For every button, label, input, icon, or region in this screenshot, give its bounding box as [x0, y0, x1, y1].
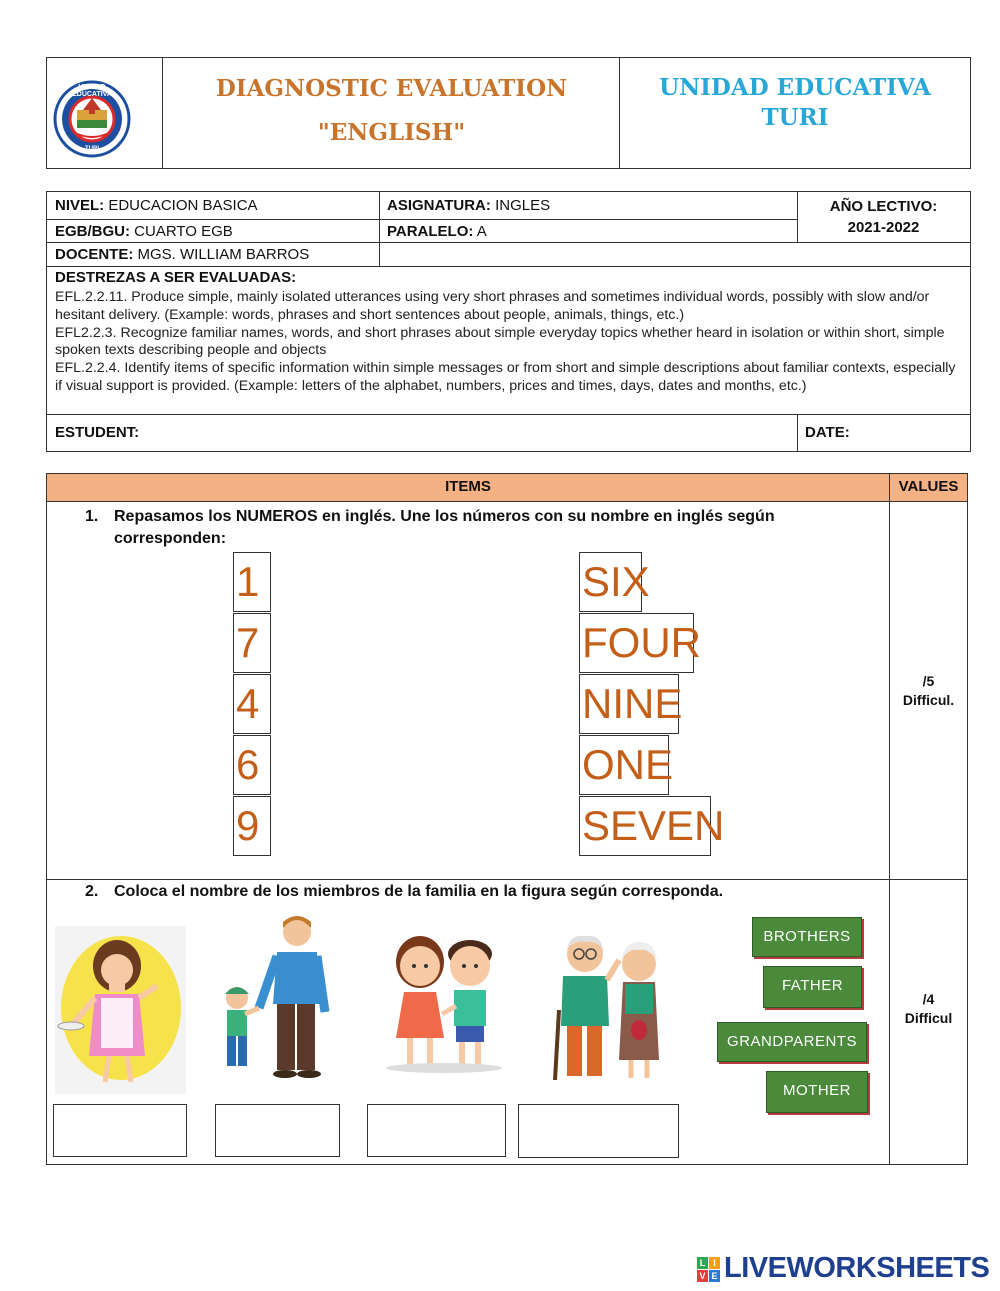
title-cell: [163, 58, 620, 168]
paralelo-field: [387, 223, 487, 240]
destrezas-label: DESTREZAS A SER EVALUADAS:: [55, 269, 297, 286]
values-column-header: VALUES: [898, 478, 959, 495]
word-card[interactable]: SIX: [579, 552, 642, 612]
q2-number: 2.: [85, 883, 99, 900]
egb-value: CUARTO EGB: [134, 223, 233, 240]
answer-box-brothers[interactable]: [367, 1104, 506, 1157]
number-card[interactable]: 4: [233, 674, 271, 734]
docente-value: MGS. WILLIAM BARROS: [137, 246, 310, 263]
q1-value: [890, 672, 967, 710]
q1-text: Repasamos los NUMEROS en inglés. Une los números con su nombre en inglés según corresponden:: [114, 508, 775, 547]
number-card[interactable]: 7: [233, 613, 271, 673]
logo-ring-top-text: UNIDAD EDUCATIVA: [72, 84, 112, 98]
nivel-field: [55, 197, 258, 214]
nivel-value: EDUCACION BASICA: [108, 197, 258, 214]
word-card[interactable]: ONE: [579, 735, 669, 795]
docente-field: [55, 246, 309, 263]
egb-label: EGB/BGU:: [55, 223, 130, 240]
q2-score: /4: [922, 991, 935, 1007]
liveworksheets-brand: LIVEWORKSHEETS: [724, 1252, 990, 1284]
number-card[interactable]: 1: [233, 552, 271, 612]
asignatura-value: INGLES: [495, 197, 551, 214]
q1-number: 1.: [85, 508, 99, 525]
school-name-line2: TURI: [761, 104, 829, 131]
label-grandparents-button[interactable]: GRANDPARENTS: [717, 1022, 867, 1062]
skill-item: EFL.2.2.11. Produce simple, mainly isolated utterances using very short phrases and sometimes individual words, possibly with slow and/or hesitant delivery. (Example: words, phrases and short sentences about people, animals, things, etc.): [55, 289, 930, 323]
skill-item: EFL2.2.3. Recognize familiar names, words, and short phrases about simple everyday topics whether heard in isolation or within short, simple spoken texts describing people and objects: [55, 324, 945, 359]
q1-score: /5: [922, 673, 935, 689]
asignatura-field: [387, 197, 550, 214]
q2-value: [890, 990, 967, 1028]
anio-value: 2021-2022: [847, 219, 920, 236]
q2-text: Coloca el nombre de los miembros de la familia en la figura según corresponda.: [114, 883, 724, 900]
school-name-line1: UNIDAD EDUCATIVA: [659, 74, 931, 101]
docente-label: DOCENTE:: [55, 246, 134, 263]
answer-box-father[interactable]: [215, 1104, 340, 1157]
skills-list: [55, 289, 960, 396]
student-label: ESTUDENT:: [55, 424, 140, 441]
label-mother-button[interactable]: MOTHER: [766, 1071, 868, 1113]
anio-label: AÑO LECTIVO:: [829, 198, 938, 215]
label-brothers-button[interactable]: BROTHERS: [752, 917, 862, 957]
answer-box-mother[interactable]: [53, 1104, 187, 1157]
brothers-image: [380, 934, 510, 1074]
title-diagnostic: DIAGNOSTIC EVALUATION: [215, 75, 568, 102]
paralelo-label: PARALELO:: [387, 223, 474, 240]
liveworksheets-logo-icon: L I V E: [697, 1255, 721, 1285]
egb-field: [55, 223, 233, 240]
number-card[interactable]: 9: [233, 796, 271, 856]
school-cell: [620, 58, 970, 168]
items-table: [46, 473, 968, 1165]
info-table: [46, 191, 971, 452]
header-table: [46, 57, 971, 169]
word-card[interactable]: SEVEN: [579, 796, 711, 856]
skill-item: EFL.2.2.4. Identify items of specific information within simple messages or from short and simple descriptions about familiar contexts, especially if visual support is provided. (Example: letters of the alphabet, numbers, prices and times, days, dates and months, etc.): [55, 360, 956, 394]
word-card[interactable]: NINE: [579, 674, 679, 734]
paralelo-value: A: [476, 223, 487, 240]
mother-image: [55, 926, 186, 1094]
logo-ring-bottom-text: TURI: [85, 146, 99, 152]
number-card[interactable]: 6: [233, 735, 271, 795]
date-label: DATE:: [805, 424, 850, 441]
label-father-button[interactable]: FATHER: [763, 966, 862, 1008]
nivel-label: NIVEL:: [55, 197, 105, 214]
q2-difficulty: Difficul: [904, 1010, 953, 1026]
q1-difficulty: Difficul.: [902, 692, 955, 708]
logo-cell: [47, 58, 163, 168]
items-column-header: ITEMS: [445, 478, 491, 495]
grandparents-image: [547, 930, 677, 1085]
title-english: "ENGLISH": [317, 119, 466, 146]
asignatura-label: ASIGNATURA:: [387, 197, 491, 214]
word-card[interactable]: FOUR: [579, 613, 694, 673]
answer-box-grandparents[interactable]: [518, 1104, 679, 1158]
father-son-image: [199, 912, 339, 1082]
